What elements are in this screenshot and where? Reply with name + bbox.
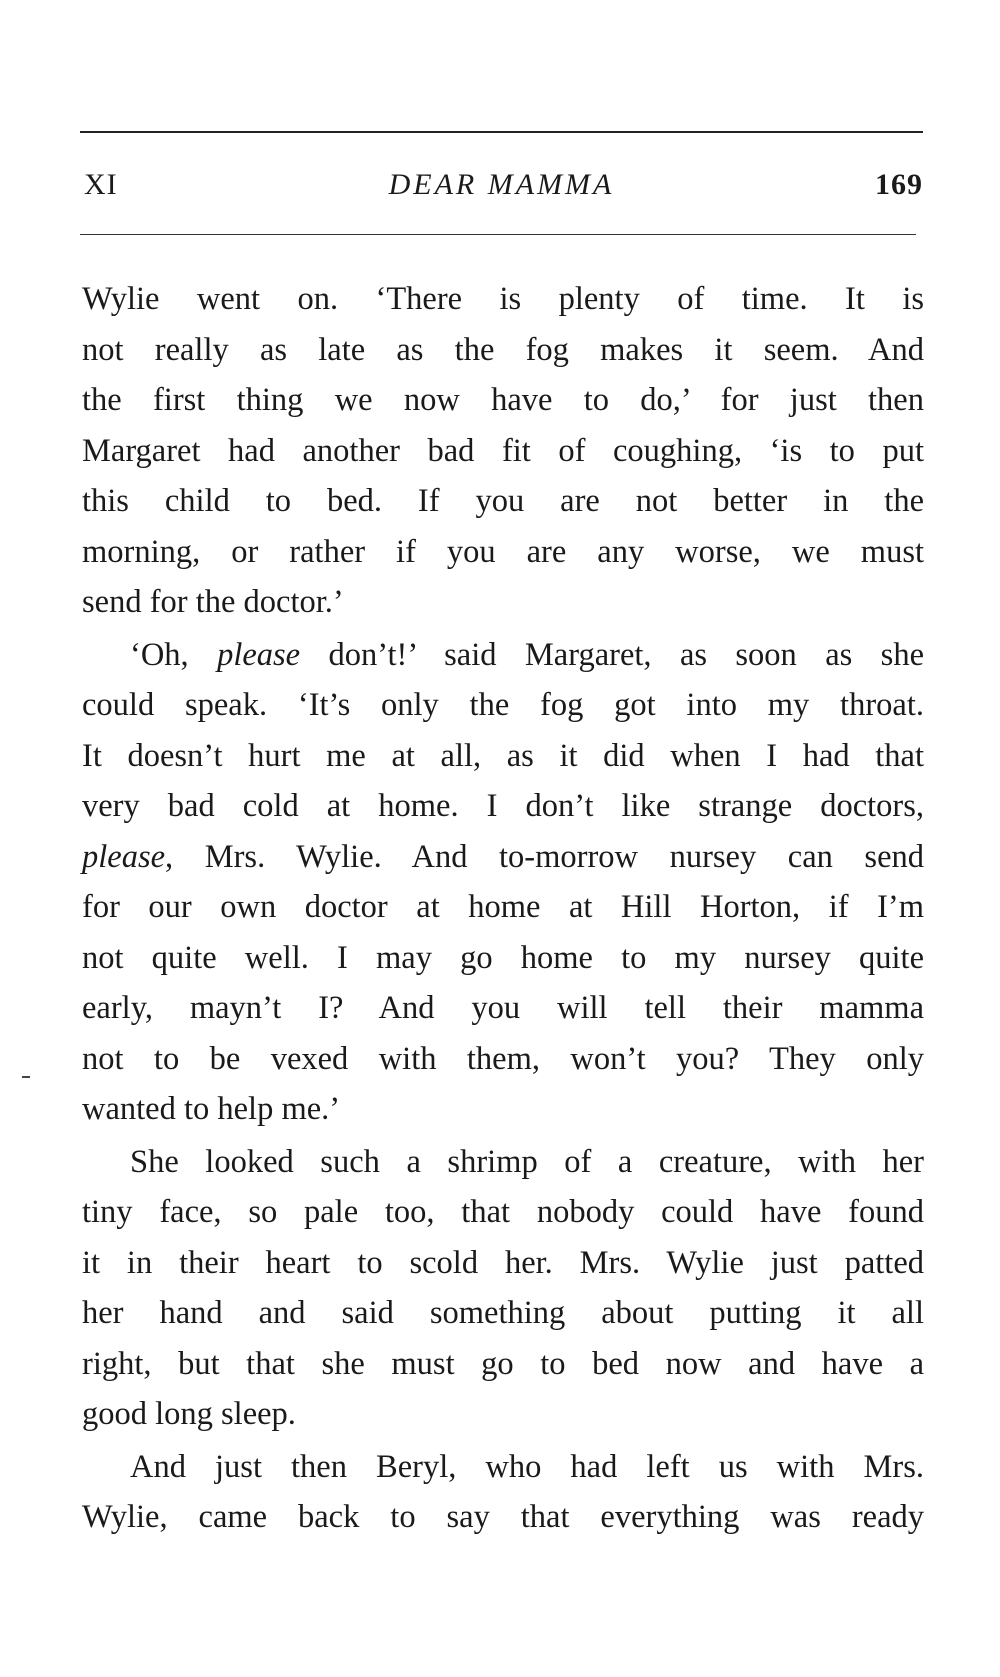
text-line: this child to bed. If you are not better in the [82,483,924,519]
text-line: And just then Beryl, who had left us with Mrs. [130,1448,924,1485]
text-line: could speak. ‘It’s only the fog got into my throat. [82,687,924,723]
text-line: Wylie, came back to say that everything was ready [82,1499,924,1535]
running-header [80,163,923,207]
text-line: very bad cold at home. I don’t like strange doctors, [82,788,924,824]
margin-mark [22,1076,30,1078]
text-line: please, Mrs. Wylie. And to-morrow nursey can send [82,838,924,875]
text-line: good long sleep. [82,1396,296,1432]
running-title: DEAR MAMMA [388,168,615,201]
text-line: not quite well. I may go home to my nursey quite [82,939,924,976]
text-line: her hand and said something about putting it all [82,1295,924,1331]
emphasis: please [217,636,301,673]
text-line: Margaret had another bad fit of coughing, ‘is to put [82,432,924,469]
text-line: ‘Oh, please don’t!’ said Margaret, as soon as she [130,636,925,673]
text-line: the first thing we now have to do,’ for just then [82,382,924,418]
text-line: send for the doctor.’ [82,584,344,620]
text-line: Wylie went on. ‘There is plenty of time. It is [82,281,924,317]
body-text [82,274,924,1543]
text-line: tiny face, so pale too, that nobody could have found [82,1194,924,1230]
text-line: right, but that she must go to bed now and have a [82,1345,924,1382]
header-bottom-rule [80,234,916,235]
text-line: not to be vexed with them, won’t you? They only [82,1040,924,1077]
text-line: it in their heart to scold her. Mrs. Wylie just patted [82,1244,924,1281]
text-line: It doesn’t hurt me at all, as it did when I had that [82,737,924,774]
text-line: morning, or rather if you are any worse, we must [82,533,924,570]
emphasis: please [82,838,166,875]
text-line: She looked such a shrimp of a creature, with her [130,1143,924,1180]
text-line: not really as late as the fog makes it seem. And [82,331,924,368]
text-line: for our own doctor at home at Hill Horton, if I’m [82,889,924,925]
chapter-number: XI [84,168,118,201]
header-top-rule [80,131,923,133]
page-number: 169 [875,168,923,201]
text-line: wanted to help me.’ [82,1091,341,1127]
text-line: early, mayn’t I? And you will tell their mamma [82,990,924,1026]
